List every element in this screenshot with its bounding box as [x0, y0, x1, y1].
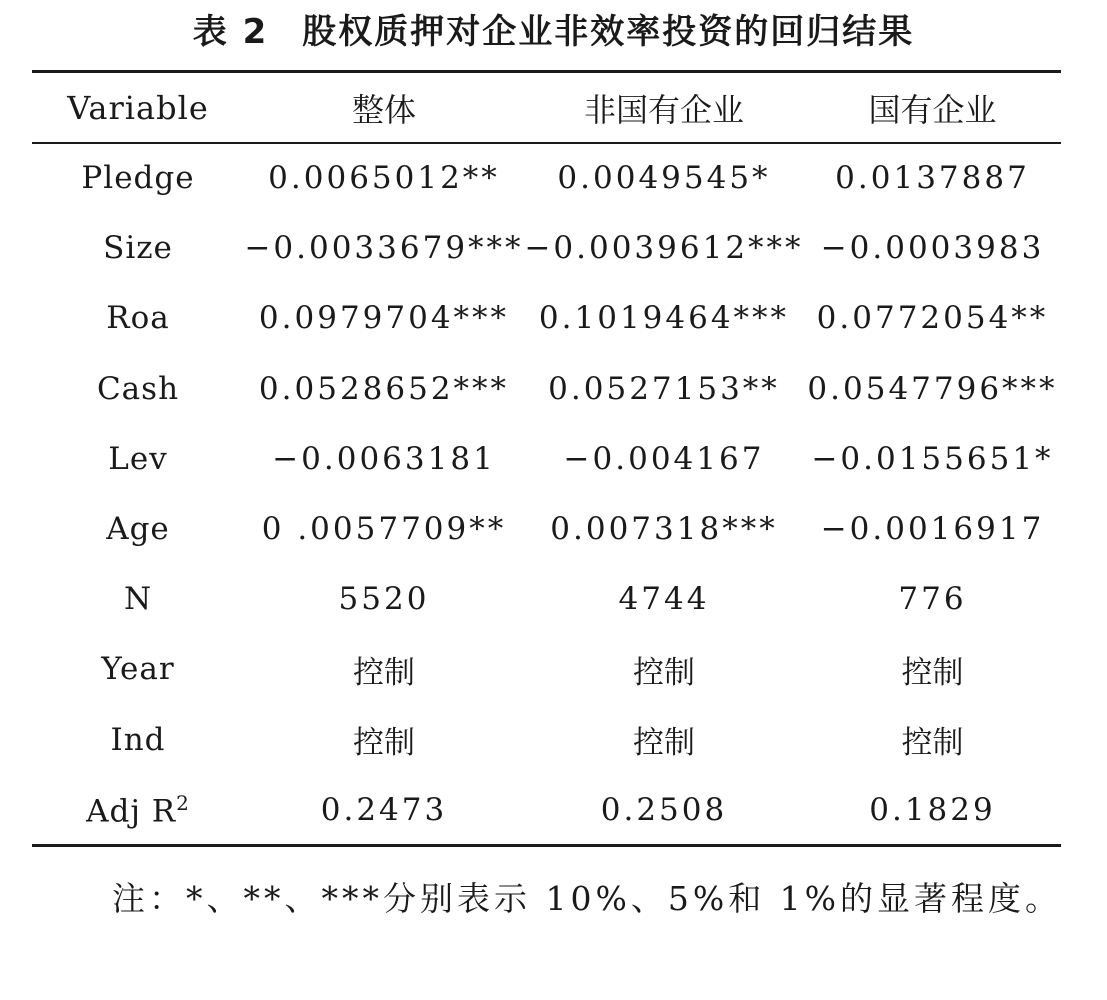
cell-overall: 控制 — [353, 725, 415, 762]
cell-state-owned: 控制 — [901, 654, 964, 691]
row-label: Age — [106, 511, 170, 548]
cell-overall: 5520 — [338, 581, 430, 618]
table-row — [32, 143, 1061, 213]
row-label: Pledge — [81, 160, 195, 197]
row-label: Size — [103, 230, 173, 267]
table-row — [32, 213, 1061, 283]
table-number: 表 2 — [192, 12, 269, 52]
cell-non-state-owned: 0.0527153** — [548, 370, 780, 407]
cell-state-owned: 776 — [898, 581, 967, 618]
table-row — [32, 775, 1061, 845]
cell-state-owned: 0.1829 — [869, 791, 996, 828]
table-row — [32, 424, 1061, 494]
row-label-text: Adj R — [86, 792, 177, 829]
table-caption: 股权质押对企业非效率投资的回归结果 — [302, 12, 915, 52]
cell-state-owned: −0.0016917 — [820, 511, 1045, 548]
cell-overall: 0.0979704*** — [258, 300, 510, 337]
cell-non-state-owned: 控制 — [633, 725, 695, 762]
row-label: Roa — [106, 300, 170, 337]
row-label: Ind — [110, 721, 166, 758]
cell-non-state-owned: 控制 — [633, 654, 695, 691]
row-label: Lev — [108, 440, 168, 477]
cell-non-state-owned: 4744 — [618, 581, 710, 618]
header-variable: Variable — [67, 89, 209, 127]
row-label: N — [123, 581, 153, 618]
cell-non-state-owned: 0.1019464*** — [538, 300, 790, 337]
table-row — [32, 283, 1061, 353]
cell-state-owned: −0.0155651* — [811, 440, 1054, 477]
cell-state-owned: 0.0137887 — [835, 160, 1030, 197]
cell-overall: 0 .0057709** — [261, 511, 507, 548]
header-non-state-owned: 非国有企业 — [583, 91, 744, 129]
cell-state-owned: 0.0547796*** — [807, 370, 1058, 407]
cell-overall: 0.0065012** — [268, 160, 500, 197]
header-row — [32, 73, 1061, 143]
table-row — [32, 634, 1061, 704]
cell-overall: 控制 — [353, 654, 415, 691]
cell-non-state-owned: −0.0039612*** — [524, 230, 804, 267]
row-label-superscript: 2 — [176, 790, 190, 815]
cell-overall: 0.2473 — [320, 791, 448, 828]
cell-overall: 0.0528652*** — [258, 370, 510, 407]
cell-overall: −0.0063181 — [272, 440, 496, 477]
cell-state-owned: 0.0772054** — [816, 300, 1049, 337]
table-row — [32, 354, 1061, 424]
cell-overall: −0.0033679*** — [244, 230, 524, 267]
table-row — [32, 564, 1061, 634]
table-title — [0, 4, 1107, 53]
row-label: Cash — [96, 370, 180, 407]
cell-non-state-owned: 0.0049545* — [557, 160, 771, 197]
regression-table — [32, 73, 1061, 845]
row-label — [32, 775, 244, 845]
cell-state-owned: 控制 — [901, 725, 964, 762]
header-state-owned: 国有企业 — [868, 91, 997, 129]
cell-non-state-owned: −0.004167 — [563, 440, 765, 477]
cell-non-state-owned: 0.007318*** — [550, 511, 778, 548]
table-row — [32, 494, 1061, 564]
table-note: 注：*、**、***分别表示 10%、5%和 1%的显著程度。 — [112, 879, 1063, 918]
cell-non-state-owned: 0.2508 — [600, 791, 728, 828]
header-overall: 整体 — [351, 91, 416, 129]
row-label: Year — [101, 651, 175, 688]
cell-state-owned: −0.0003983 — [820, 230, 1045, 267]
table-row — [32, 705, 1061, 775]
